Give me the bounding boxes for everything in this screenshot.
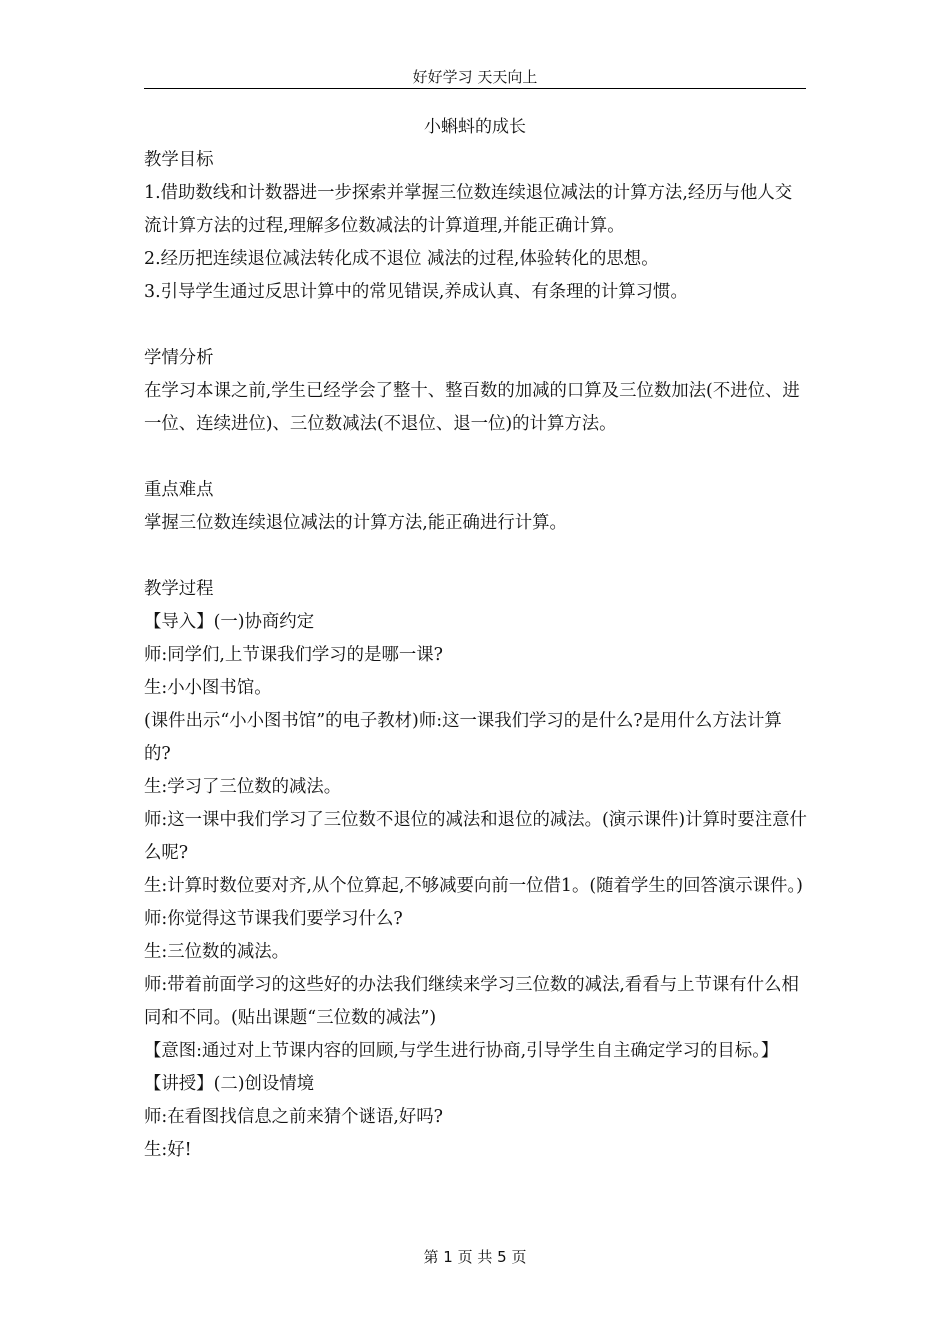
- process-line: 师:带着前面学习的这些好的办法我们继续来学习三位数的减法,看看与上节课有什么相同和不同。(贴出课题“三位数的减法”): [144, 975, 799, 1028]
- process-line: 生:学习了三位数的减法。: [144, 777, 342, 797]
- page-footer: 第 1 页 共 5 页: [423, 1248, 527, 1266]
- header-rule: [144, 88, 806, 89]
- process-line: 师:你觉得这节课我们要学习什么?: [144, 909, 403, 929]
- process-line: 生:小小图书馆。: [144, 678, 272, 698]
- page-header: 好好学习 天天向上: [412, 68, 538, 86]
- process-line: (课件出示“小小图书馆”的电子教材)师:这一课我们学习的是什么?是用什么方法计算的?: [144, 711, 782, 764]
- process-line: 生:好!: [144, 1140, 192, 1160]
- goals-heading: 教学目标: [144, 150, 214, 170]
- key-points-heading: 重点难点: [144, 480, 214, 500]
- goal-item-3: 3.引导学生通过反思计算中的常见错误,养成认真、有条理的计算习惯。: [144, 282, 688, 302]
- process-line: 师:这一课中我们学习了三位数不退位的减法和退位的减法。(演示课件)计算时要注意什么呢?: [144, 810, 807, 863]
- goal-item-1: 1.借助数线和计数器进一步探索并掌握三位数连续退位减法的计算方法,经历与他人交流计算方法的过程,理解多位数减法的计算道理,并能正确计算。: [144, 183, 793, 236]
- process-line: 师:在看图找信息之前来猜个谜语,好吗?: [144, 1107, 443, 1127]
- process-line: 【导入】(一)协商约定: [144, 612, 315, 632]
- analysis-heading: 学情分析: [144, 348, 214, 368]
- process-line: 生:三位数的减法。: [144, 942, 289, 962]
- process-line: 师:同学们,上节课我们学习的是哪一课?: [144, 645, 443, 665]
- process-line: 【意图:通过对上节课内容的回顾,与学生进行协商,引导学生自主确定学习的目标。】: [144, 1041, 779, 1061]
- process-heading: 教学过程: [144, 579, 214, 599]
- analysis-text: 在学习本课之前,学生已经学会了整十、整百数的加减的口算及三位数加法(不进位、进一位、连续进位)、三位数减法(不退位、退一位)的计算方法。: [144, 381, 800, 434]
- document-body: [144, 144, 808, 1167]
- goal-item-2: 2.经历把连续退位减法转化成不退位 减法的过程,体验转化的思想。: [144, 249, 659, 269]
- process-line: 生:计算时数位要对齐,从个位算起,不够减要向前一位借1。(随着学生的回答演示课件。): [144, 876, 803, 896]
- key-points-text: 掌握三位数连续退位减法的计算方法,能正确进行计算。: [144, 513, 567, 533]
- document-title: 小蝌蚪的成长: [424, 117, 526, 137]
- process-line: 【讲授】(二)创设情境: [144, 1074, 315, 1094]
